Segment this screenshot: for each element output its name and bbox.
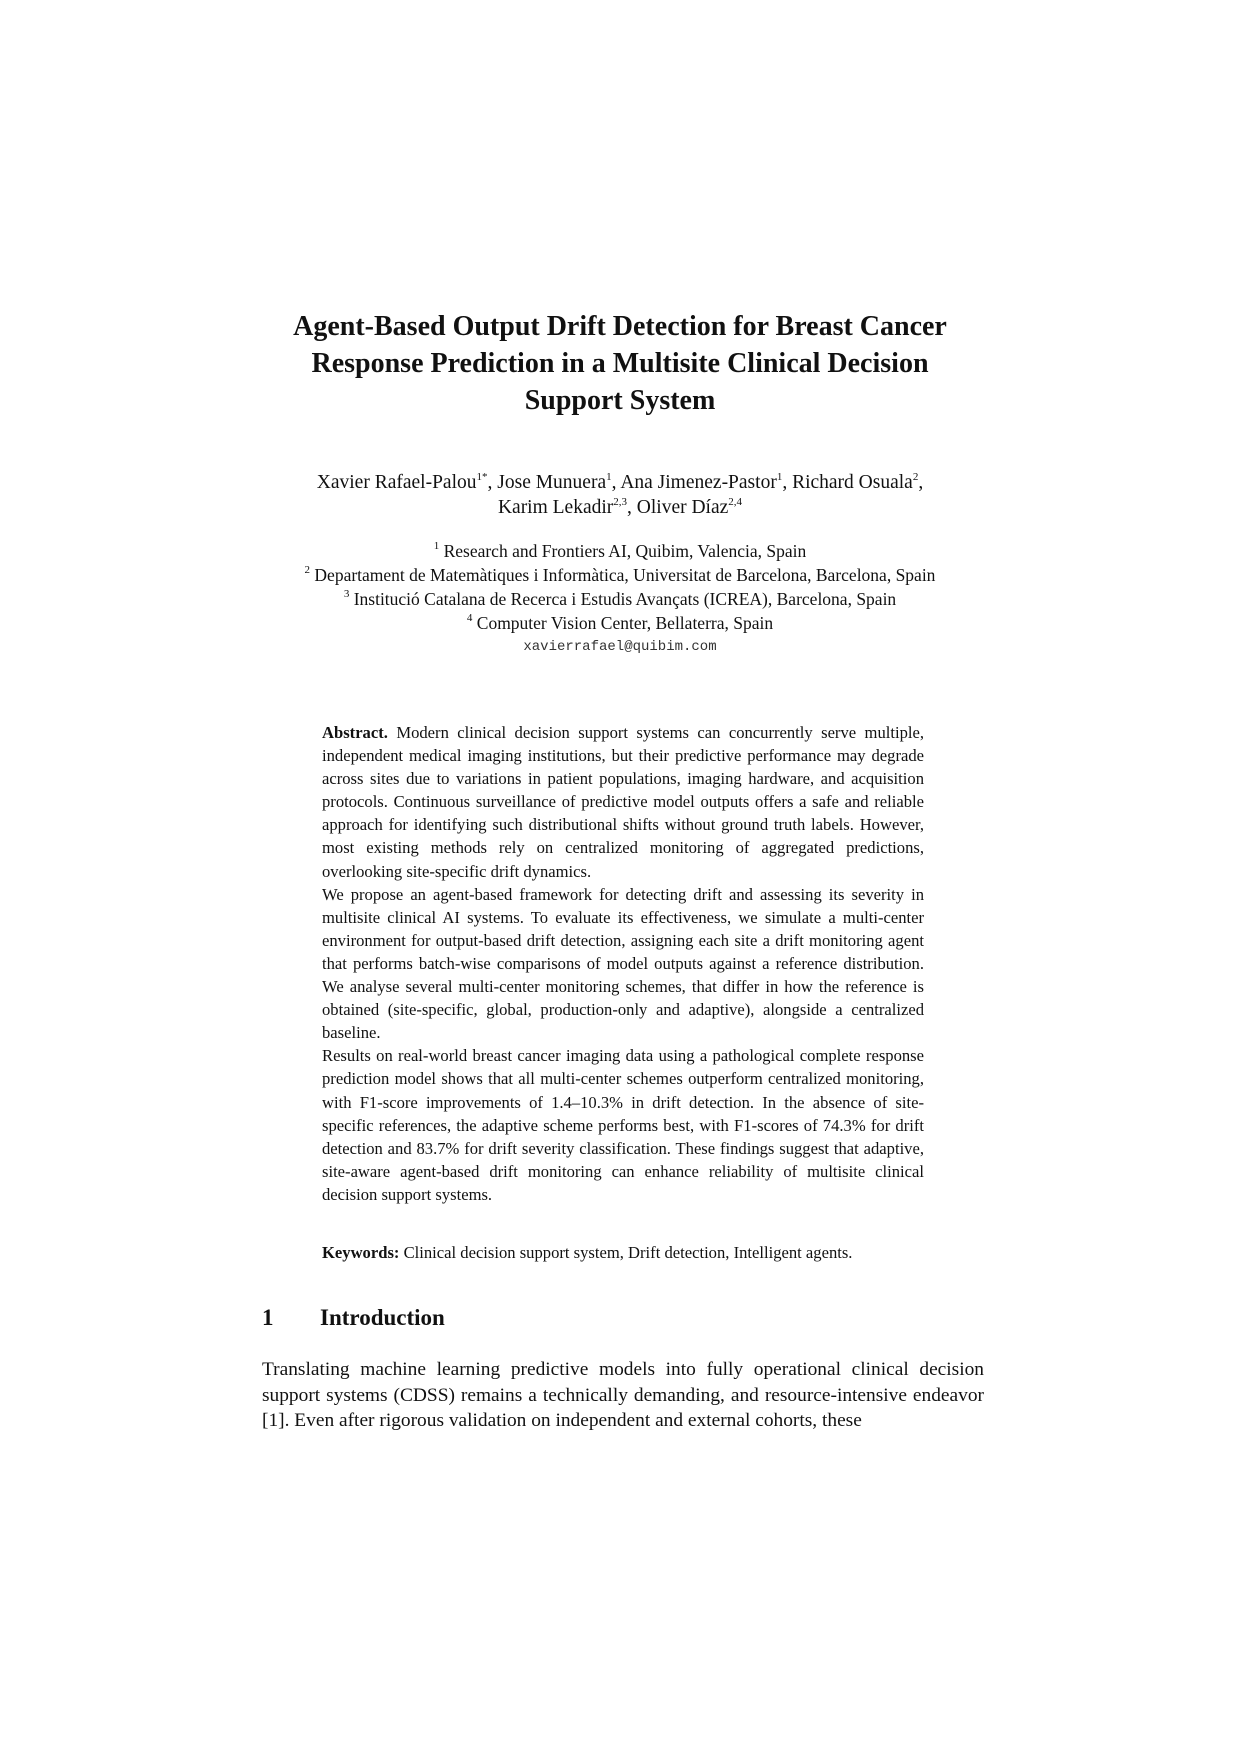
author-affiliation-marker: 2 bbox=[912, 470, 919, 483]
author-affiliation-marker: 2,4 bbox=[728, 495, 743, 508]
affiliation bbox=[200, 563, 1040, 587]
affiliation bbox=[200, 539, 1040, 563]
section-heading bbox=[262, 1303, 445, 1333]
author-name: Ana Jimenez-Pastor bbox=[620, 472, 777, 493]
abstract bbox=[322, 721, 924, 1206]
author-separator: , bbox=[627, 497, 637, 518]
abstract-paragraph: We propose an agent-based framework for detecting drift and assessing its severity in multisite clinical AI systems. To evaluate its effectiveness, we simulate a multi-center environment for output-based drift detection, assigning each site a drift monitoring agent that performs batch-wise comparisons of model outputs against a reference distribution. We analyse several multi-center monitoring schemes, that differ in how the reference is obtained (site-specific, global, production-only and adaptive), alongside a centralized baseline. bbox=[322, 884, 924, 1043]
keywords-text: Clinical decision support system, Drift detection, Intelligent agents. bbox=[403, 1243, 853, 1262]
keywords-label: Keywords: bbox=[322, 1243, 400, 1262]
affiliation-number: 4 bbox=[466, 612, 473, 625]
section-number: 1 bbox=[262, 1305, 274, 1330]
affiliation-number: 3 bbox=[343, 588, 350, 601]
author-line bbox=[200, 470, 1040, 495]
author-name: Oliver Díaz bbox=[636, 497, 729, 518]
abstract-label: Abstract. bbox=[322, 723, 388, 742]
author-separator: , bbox=[487, 472, 498, 493]
affiliation-text: Computer Vision Center, Bellaterra, Spain bbox=[476, 613, 774, 633]
title-line: Support System bbox=[524, 385, 716, 416]
affiliation-number: 2 bbox=[304, 564, 311, 577]
author-affiliation-marker: 2,3 bbox=[613, 495, 628, 508]
title-line: Response Prediction in a Multisite Clinical Decision bbox=[311, 348, 929, 379]
paper-title bbox=[240, 308, 1000, 419]
author-separator: , bbox=[782, 472, 793, 493]
abstract-paragraph: Results on real-world breast cancer imaging data using a pathological complete response prediction model shows that all multi-center schemes outperform centralized monitoring, with F1-score improvements of 1.4–10.3% in drift detection. In the absence of site-specific references, the adaptive scheme performs best, with F1-scores of 74.3% for drift detection and 83.7% for drift severity classification. These findings suggest that adaptive, site-aware agent-based drift monitoring can enhance reliability of multisite clinical decision support systems. bbox=[322, 1046, 924, 1204]
abstract-paragraph bbox=[322, 721, 924, 883]
author-line bbox=[200, 495, 1040, 520]
author-name: Xavier Rafael-Palou bbox=[316, 472, 477, 493]
author-list bbox=[200, 470, 1040, 520]
title-line: Agent-Based Output Drift Detection for Breast Cancer bbox=[293, 311, 947, 342]
affiliation-number: 1 bbox=[433, 540, 440, 553]
author-affiliation-marker: 1 bbox=[606, 470, 612, 483]
author-name: Karim Lekadir bbox=[497, 497, 614, 518]
author-affiliation-marker: 1 bbox=[776, 470, 783, 483]
author-affiliation-marker: 1* bbox=[476, 470, 488, 483]
keywords bbox=[322, 1241, 942, 1264]
affiliation-text: Research and Frontiers AI, Quibim, Valencia, Spain bbox=[443, 541, 807, 561]
affiliation-text: Institució Catalana de Recerca i Estudis Avançats (ICREA), Barcelona, Spain bbox=[353, 589, 897, 609]
affiliation bbox=[200, 611, 1040, 635]
section-title: Introduction bbox=[320, 1305, 445, 1330]
introduction-body bbox=[262, 1357, 984, 1434]
author-name: Jose Munuera bbox=[497, 472, 607, 493]
abstract-text: Modern clinical decision support systems can concurrently serve multiple, independent medical imaging institutions, but their predictive performance may degrade across sites due to variations in patient populations, imaging hardware, and acquisition protocols. Continuous surveillance of predictive model outputs offers a safe and reliable approach for identifying such distributional shifts without ground truth labels. However, most existing methods rely on centralized monitoring of aggregated predictions, overlooking site-specific drift dynamics. bbox=[322, 723, 924, 881]
author-separator: , bbox=[918, 472, 924, 493]
affiliation-list bbox=[200, 539, 1040, 659]
affiliation-text: Departament de Matemàtiques i Informàtica, Universitat de Barcelona, Barcelona, Spain bbox=[314, 565, 936, 585]
author-name: Richard Osuala bbox=[792, 472, 913, 493]
body-paragraph: Translating machine learning predictive models into fully operational clinical decision support systems (CDSS) remains a technically demanding, and resource-intensive endeavor [1]. Even after rigorous validation on independent and external cohorts, these bbox=[262, 1359, 984, 1432]
author-email[interactable]: xavierrafael@quibim.com bbox=[523, 639, 717, 655]
affiliation bbox=[200, 587, 1040, 611]
author-separator: , bbox=[611, 472, 621, 493]
